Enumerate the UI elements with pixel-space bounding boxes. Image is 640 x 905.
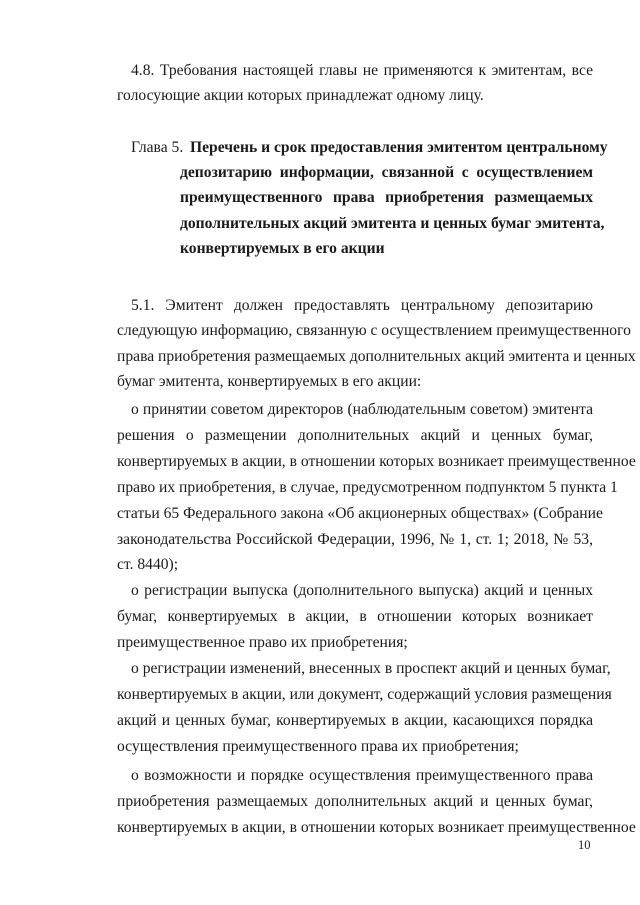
chapter-title-line-5: конвертируемых в его акции: [180, 240, 385, 257]
item-3-line-4: осуществления преимущественного права их приобретения;: [117, 738, 519, 755]
page-number: 10: [578, 838, 591, 852]
item-1-line-6: законодательства Российской Федерации, 1996, № 1, ст. 1; 2018, № 53,: [117, 531, 593, 548]
chapter-title-line-4: дополнительных акций эмитента и ценных бумаг эмитента,: [180, 215, 605, 232]
item-4-line-3: конвертируемых в акции, в отношении которых возникает преимущественное: [117, 819, 636, 836]
item-2-line-2: бумаг, конвертируемых в акции, в отношении которых возникает: [117, 608, 593, 625]
item-1-line-5: статьи 65 Федерального закона «Об акционерных обществах» (Собрание: [117, 505, 603, 522]
chapter-title-line-2: депозитарию информации, связанной с осуществлением: [180, 164, 593, 181]
item-4-line-2: приобретения размещаемых дополнительных акций и ценных бумаг,: [117, 793, 593, 810]
item-4-line-1: о возможности и порядке осуществления преимущественного права: [131, 767, 593, 784]
item-1-line-3: конвертируемых в акции, в отношении которых возникает преимущественное: [117, 453, 636, 470]
item-3-line-3: акций и ценных бумаг, конвертируемых в акции, касающихся порядка: [117, 712, 593, 729]
item-1-line-2: решения о размещении дополнительных акций и ценных бумаг,: [117, 427, 593, 444]
section-5-1-line-1: 5.1. Эмитент должен предоставлять центральному депозитарию: [131, 297, 593, 314]
item-3-line-2: конвертируемых в акции, или документ, содержащий условия размещения: [117, 686, 612, 703]
item-1-line-1: о принятии советом директоров (наблюдательным советом) эмитента: [131, 401, 593, 418]
section-4-8-line-2: голосующие акции которых принадлежат одному лицу.: [117, 87, 484, 104]
section-5-1-line-3: права приобретения размещаемых дополнительных акций эмитента и ценных: [117, 348, 636, 365]
item-2-line-3: преимущественное право их приобретения;: [117, 634, 408, 651]
chapter-title-line-3: преимущественного права приобретения размещаемых: [180, 189, 593, 206]
chapter-label: Глава 5.: [131, 139, 184, 156]
section-4-8-line-1: 4.8. Требования настоящей главы не применяются к эмитентам, все: [131, 62, 593, 79]
chapter-title-line-1: Перечень и срок предоставления эмитентом центральному: [190, 139, 608, 156]
item-2-line-1: о регистрации выпуска (дополнительного выпуска) акций и ценных: [131, 582, 593, 599]
item-1-line-7: ст. 8440);: [117, 556, 179, 573]
item-1-line-4: право их приобретения, в случае, предусмотренном подпунктом 5 пункта 1: [117, 479, 618, 496]
section-5-1-line-4: бумаг эмитента, конвертируемых в его акции:: [117, 373, 422, 390]
item-3-line-1: о регистрации изменений, внесенных в проспект акций и ценных бумаг,: [131, 660, 611, 677]
section-5-1-line-2: следующую информацию, связанную с осуществлением преимущественного: [117, 322, 631, 339]
